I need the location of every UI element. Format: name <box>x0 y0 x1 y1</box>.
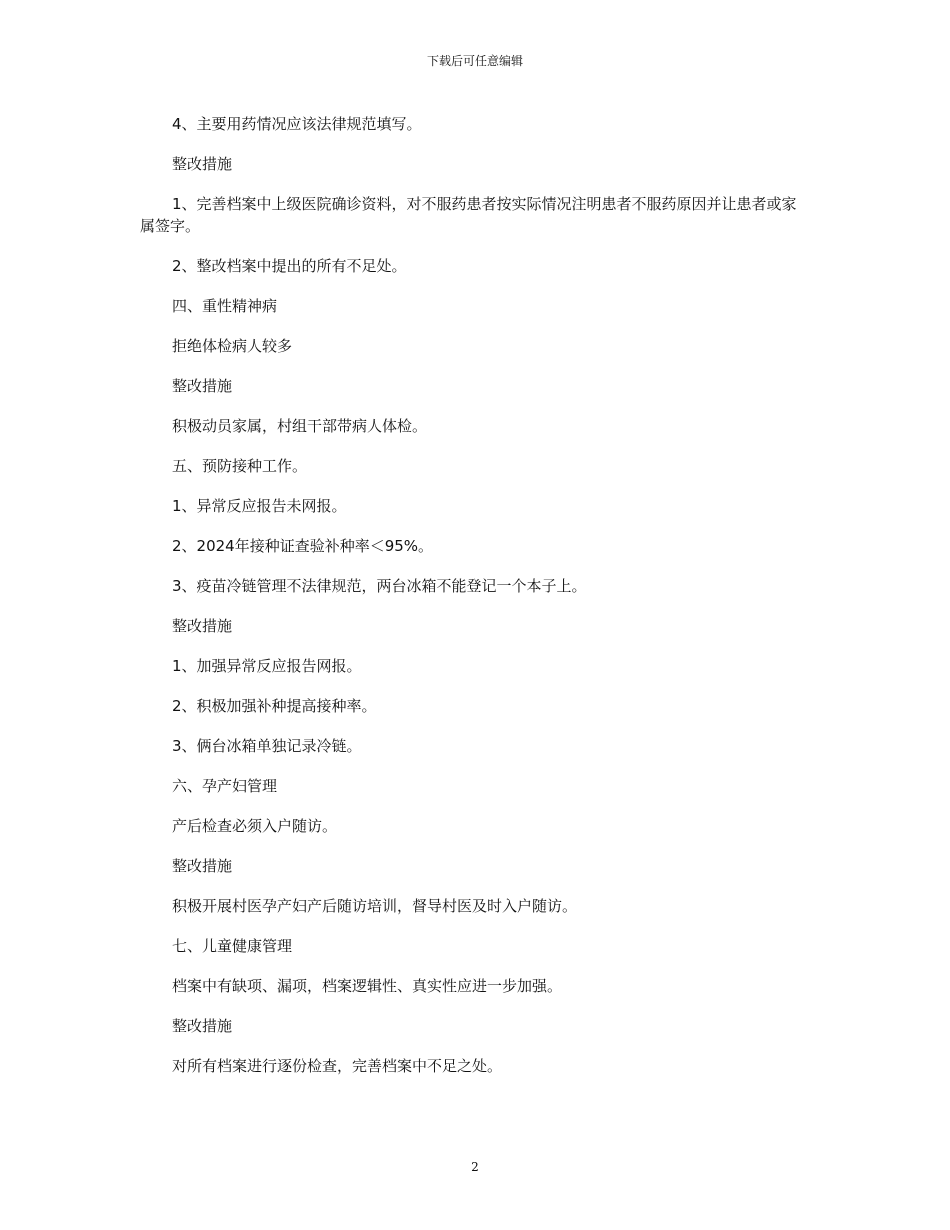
section-heading: 五、预防接种工作。 <box>172 457 308 475</box>
paragraph: 3、俩台冰箱单独记录冷链。 <box>172 737 362 755</box>
paragraph: 2、积极加强补种提高接种率。 <box>172 697 377 715</box>
paragraph: 4、主要用药情况应该法律规范填写。 <box>172 115 422 133</box>
section-subheading: 整改措施 <box>172 857 233 875</box>
page-number: 2 <box>471 1160 479 1174</box>
paragraph: 产后检查必须入户随访。 <box>172 817 338 835</box>
section-heading: 七、儿童健康管理 <box>172 937 293 955</box>
paragraph: 对所有档案进行逐份检查，完善档案中不足之处。 <box>172 1057 503 1075</box>
page-header: 下载后可任意编辑 <box>426 54 523 68</box>
paragraph: 3、疫苗冷链管理不法律规范，两台冰箱不能登记一个本子上。 <box>172 577 587 595</box>
section-heading: 六、孕产妇管理 <box>172 777 278 795</box>
document-body <box>140 113 805 1095</box>
paragraph: 1、异常反应报告未网报。 <box>172 497 347 515</box>
paragraph: 积极动员家属，村组干部带病人体检。 <box>172 417 428 435</box>
paragraph: 1、完善档案中上级医院确诊资料，对不服药患者按实际情况注明患者不服药原因并让患者或家属签字。 <box>140 195 797 235</box>
section-subheading: 整改措施 <box>172 1017 233 1035</box>
section-subheading: 整改措施 <box>172 155 233 173</box>
section-subheading: 整改措施 <box>172 377 233 395</box>
paragraph: 2、2024年接种证查验补种率＜95%。 <box>172 537 434 555</box>
paragraph: 档案中有缺项、漏项，档案逻辑性、真实性应进一步加强。 <box>172 977 563 995</box>
paragraph: 拒绝体检病人较多 <box>172 337 293 355</box>
paragraph: 2、整改档案中提出的所有不足处。 <box>172 257 407 275</box>
section-heading: 四、重性精神病 <box>172 297 278 315</box>
paragraph: 积极开展村医孕产妇产后随访培训，督导村医及时入户随访。 <box>172 897 578 915</box>
paragraph: 1、加强异常反应报告网报。 <box>172 657 362 675</box>
section-subheading: 整改措施 <box>172 617 233 635</box>
